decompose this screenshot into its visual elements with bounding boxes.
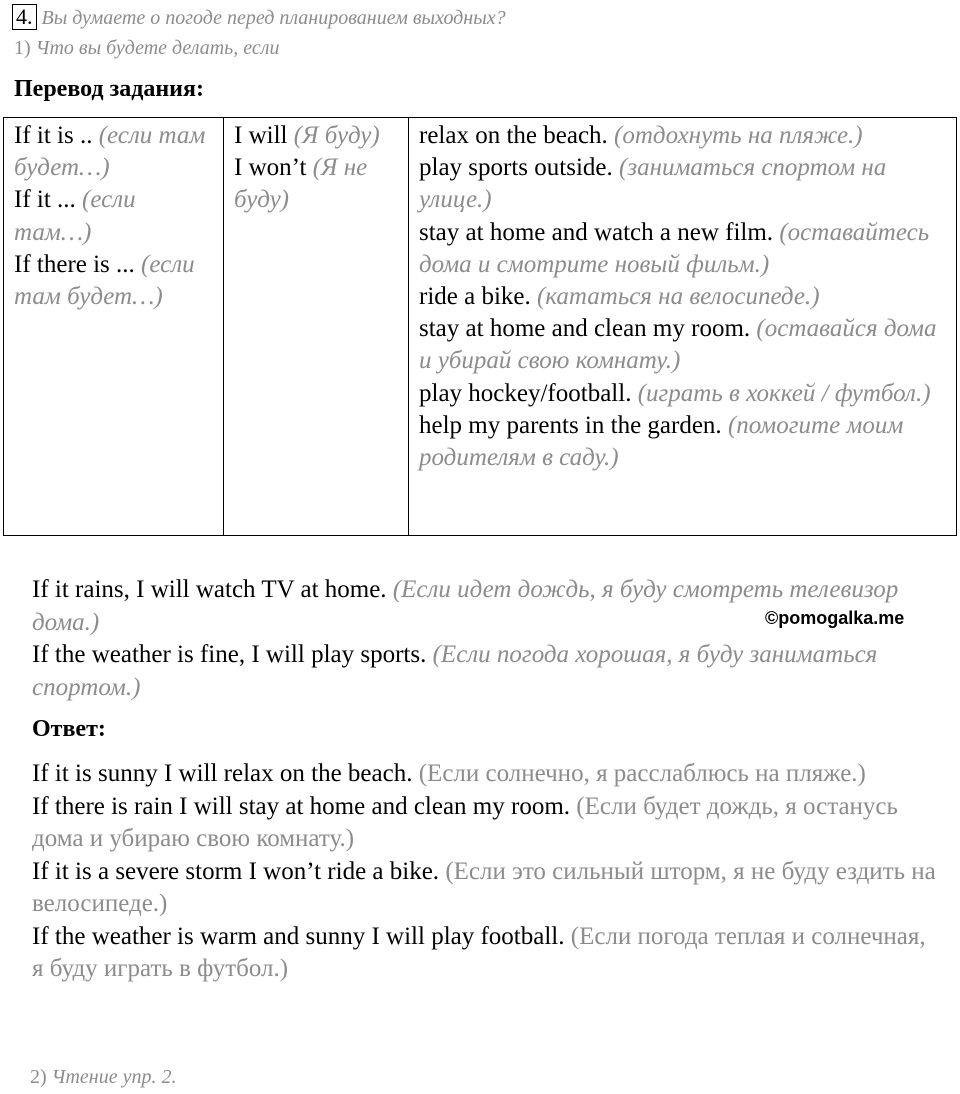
- subpoint-text: Что вы будете делать, если: [35, 37, 280, 59]
- activity-en: help my parents in the garden.: [419, 411, 722, 439]
- answer-item: [32, 791, 942, 856]
- example-ru: (Если погода хорошая, я буду заниматься спортом.): [32, 641, 878, 701]
- table-row: [4, 118, 957, 536]
- activity-ru: (оставайся дома и убирай свою комнату.): [419, 315, 937, 375]
- answer-en: If it is a severe storm I won’t ride a bike.: [32, 857, 440, 885]
- condition-ru: (если там будет…): [14, 122, 206, 182]
- answer-en: If it is sunny I will relax on the beach.: [32, 760, 413, 787]
- condition-item: [14, 251, 195, 310]
- activity-en: play hockey/football.: [419, 379, 632, 407]
- condition-en: If it is ..: [14, 122, 93, 149]
- answer-ru: (Если будет дождь, я останусь дома и убираю свою комнату.): [32, 792, 898, 852]
- answer-en: If there is rain I will stay at home and clean my room.: [32, 792, 571, 820]
- activity-en: play sports outside.: [419, 154, 613, 182]
- footer-text: Чтение упр. 2.: [51, 1066, 177, 1088]
- task-number: 4.: [12, 4, 37, 30]
- activity-en: stay at home and watch a new film.: [419, 218, 774, 246]
- subpoint-number: 1): [14, 37, 31, 59]
- answers: [32, 758, 942, 986]
- activity-en: relax on the beach.: [419, 122, 608, 149]
- activity-item: [419, 281, 946, 313]
- footer-number: 2): [30, 1066, 47, 1088]
- answer-item: [32, 856, 942, 921]
- example-en: If the weather is fine, I will play sports.: [32, 641, 427, 668]
- condition-item: [14, 122, 205, 181]
- activity-ru: (отдохнуть на пляже.): [614, 122, 863, 149]
- activity-item: [419, 313, 946, 377]
- task-question: Вы думаете о погоде перед планированием выходных?: [41, 7, 506, 29]
- activity-item: [419, 378, 946, 410]
- modal-item: [234, 122, 380, 149]
- condition-item: [14, 186, 136, 245]
- task-header: [12, 4, 506, 31]
- answer-item: [32, 921, 942, 986]
- activity-ru: (играть в хоккей / футбол.): [637, 379, 931, 407]
- modal-item: [234, 154, 367, 213]
- activity-ru: (помогите моим родителям в саду.): [419, 411, 904, 472]
- activity-item: [419, 152, 946, 216]
- example-ru: (Если идет дождь, я буду смотреть телевизор дома.): [32, 576, 899, 636]
- condition-en: If it ...: [14, 186, 76, 214]
- example-en: If it rains, I will watch TV at home.: [32, 576, 387, 603]
- answer-ru: (Если погода теплая и солнечная, я буду играть в футбол.): [32, 922, 926, 982]
- phrase-table: [3, 117, 957, 536]
- answer-item: [32, 758, 942, 791]
- condition-ru: (если там…): [14, 186, 136, 246]
- answer-en: If the weather is warm and sunny I will play football.: [32, 922, 565, 950]
- condition-en: If there is ...: [14, 250, 135, 278]
- task-subpoint: [14, 35, 280, 61]
- activity-ru: (оставайтесь дома и смотрите новый фильм.): [419, 218, 930, 278]
- activity-ru: (кататься на велосипеде.): [537, 283, 820, 311]
- footer: [30, 1066, 176, 1089]
- answer-ru: (Если солнечно, я расслаблюсь на пляже.): [418, 760, 866, 787]
- example-item: [32, 639, 942, 704]
- answer-heading: Ответ:: [32, 716, 106, 742]
- answer-ru: (Если это сильный шторм, я не буду ездить на велосипеде.): [32, 857, 936, 917]
- activity-item: [419, 120, 946, 152]
- examples: [32, 574, 942, 704]
- example-item: [32, 574, 942, 639]
- watermark: ©pomogalka.me: [765, 608, 905, 628]
- modal-ru: (Я не буду): [234, 154, 368, 214]
- modal-column: [224, 118, 409, 536]
- activity-en: ride a bike.: [419, 283, 531, 311]
- activity-item: [419, 410, 946, 474]
- modal-en: I will: [234, 122, 288, 149]
- condition-column: [4, 118, 224, 536]
- modal-en: I won’t: [234, 154, 307, 182]
- activity-item: [419, 217, 946, 281]
- translation-heading: Перевод задания:: [14, 76, 204, 102]
- activity-ru: (заниматься спортом на улице.): [419, 154, 887, 214]
- activity-column: [409, 118, 957, 536]
- activity-en: stay at home and clean my room.: [419, 315, 751, 343]
- condition-ru: (если там будет…): [14, 250, 195, 311]
- modal-ru: (Я буду): [293, 122, 380, 149]
